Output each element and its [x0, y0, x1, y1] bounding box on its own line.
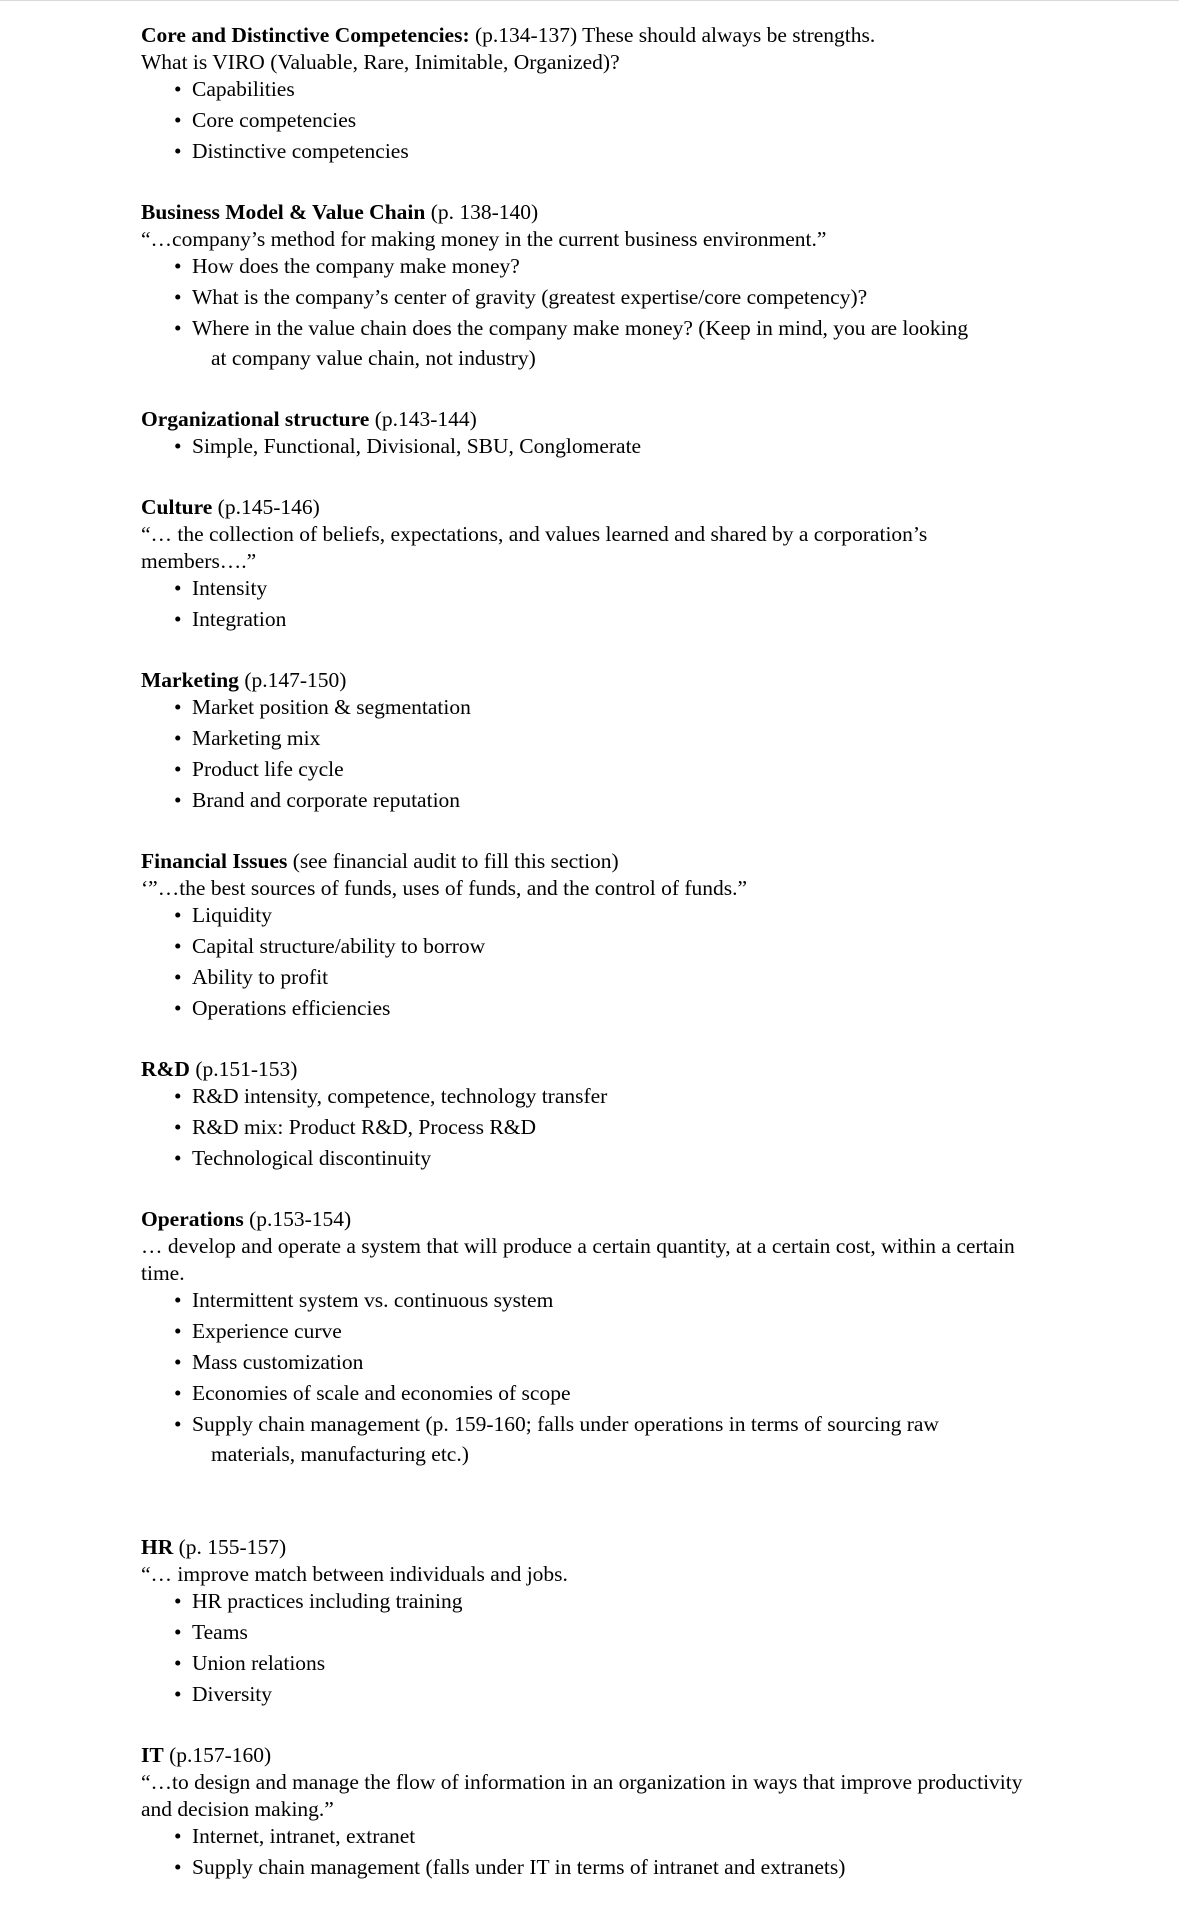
- bullet-icon: •: [174, 316, 182, 340]
- section-title: Business Model & Value Chain: [141, 200, 426, 224]
- list-item: • Simple, Functional, Divisional, SBU, Conglomerate: [174, 434, 642, 458]
- section-heading: [141, 22, 1041, 49]
- list-item: • Supply chain management (p. 159-160; falls under operations in terms of sourcing raw materials, manufacturing etc.): [174, 1412, 939, 1466]
- bullet-list: [141, 902, 1041, 1022]
- section-heading: [141, 199, 1041, 226]
- section-org-structure: [141, 406, 1041, 460]
- section-ref: (p.157-160): [163, 1743, 272, 1767]
- list-item: • Union relations: [174, 1651, 326, 1675]
- list-item: • Where in the value chain does the company make money? (Keep in mind, you are looking at company value chain, not industry): [174, 316, 969, 370]
- section-hr: [141, 1534, 1041, 1708]
- section-text: “…company’s method for making money in the current business environment.”: [141, 227, 827, 251]
- bullet-icon: •: [174, 1084, 182, 1108]
- list-item: • Capabilities: [174, 77, 295, 101]
- bullet-icon: •: [174, 1288, 182, 1312]
- bullet-icon: •: [174, 1115, 182, 1139]
- list-item: • Ability to profit: [174, 965, 329, 989]
- section-text: ‘”…the best sources of funds, uses of funds, and the control of funds.”: [141, 876, 748, 900]
- section-ref: (p. 155-157): [173, 1535, 287, 1559]
- bullet-icon: •: [174, 108, 182, 132]
- section-title: Core and Distinctive Competencies:: [141, 23, 470, 47]
- section-ref: (p.153-154): [243, 1207, 352, 1231]
- section-title: Organizational structure: [141, 407, 370, 431]
- bullet-icon: •: [174, 757, 182, 781]
- bullet-icon: •: [174, 434, 182, 458]
- section-ref: (p.145-146): [212, 495, 320, 519]
- list-item: • Mass customization: [174, 1350, 364, 1374]
- section-title: IT: [141, 1743, 164, 1767]
- bullet-icon: •: [174, 903, 182, 927]
- bullet-list: [141, 76, 1041, 165]
- section-heading: [141, 1056, 1041, 1083]
- list-item: • Economies of scale and economies of scope: [174, 1381, 571, 1405]
- section-text: “…to design and manage the flow of information in an organization in ways that improve productivity and decision making.”: [141, 1770, 1023, 1821]
- section-text: “… improve match between individuals and jobs.: [141, 1562, 568, 1586]
- list-item: • Intensity: [174, 576, 268, 600]
- bullet-icon: •: [174, 1412, 182, 1436]
- list-item: • Intermittent system vs. continuous system: [174, 1288, 554, 1312]
- section-it: [141, 1742, 1041, 1881]
- section-business-model: [141, 199, 1041, 372]
- bullet-icon: •: [174, 139, 182, 163]
- bullet-icon: •: [174, 1824, 182, 1848]
- section-title: Marketing: [141, 668, 239, 692]
- bullet-icon: •: [174, 1682, 182, 1706]
- bullet-icon: •: [174, 788, 182, 812]
- section-core-competencies: [141, 22, 1041, 165]
- section-title: HR: [141, 1535, 174, 1559]
- section-title: Culture: [141, 495, 213, 519]
- bullet-icon: •: [174, 965, 182, 989]
- bullet-list: [141, 433, 1041, 460]
- bullet-icon: •: [174, 1381, 182, 1405]
- bullet-icon: •: [174, 576, 182, 600]
- section-heading: [141, 494, 1041, 521]
- bullet-list: [141, 694, 1041, 814]
- bullet-list: [141, 1588, 1041, 1708]
- bullet-icon: •: [174, 1855, 182, 1879]
- section-heading: [141, 1534, 1041, 1561]
- section-title: R&D: [141, 1057, 190, 1081]
- list-item: • What is the company’s center of gravity (greatest expertise/core competency)?: [174, 285, 868, 309]
- section-heading: [141, 848, 1041, 875]
- bullet-list: [141, 1823, 1041, 1881]
- bullet-icon: •: [174, 934, 182, 958]
- section-financial-issues: [141, 848, 1041, 1022]
- list-item: • R&D mix: Product R&D, Process R&D: [174, 1115, 537, 1139]
- bullet-list: [141, 575, 1041, 633]
- bullet-icon: •: [174, 726, 182, 750]
- list-item: • Core competencies: [174, 108, 357, 132]
- section-text: … develop and operate a system that will produce a certain quantity, at a certain cost, within a certain time.: [141, 1234, 1015, 1285]
- section-heading: [141, 406, 1041, 433]
- section-text: What is VIRO (Valuable, Rare, Inimitable, Organized)?: [141, 50, 620, 74]
- bullet-icon: •: [174, 996, 182, 1020]
- bullet-list: [141, 1287, 1041, 1468]
- section-heading: [141, 1206, 1041, 1233]
- list-item: • Experience curve: [174, 1319, 342, 1343]
- list-item: • Technological discontinuity: [174, 1146, 432, 1170]
- list-item: • R&D intensity, competence, technology transfer: [174, 1084, 608, 1108]
- section-title: Financial Issues: [141, 849, 288, 873]
- section-ref: (p.143-144): [369, 407, 477, 431]
- list-item: • Distinctive competencies: [174, 139, 409, 163]
- list-item: • Internet, intranet, extranet: [174, 1824, 416, 1848]
- list-item: • Liquidity: [174, 903, 273, 927]
- section-culture: [141, 494, 1041, 633]
- section-ref: (p.147-150): [238, 668, 347, 692]
- section-ref: (p.151-153): [189, 1057, 298, 1081]
- bullet-icon: •: [174, 695, 182, 719]
- list-item: • Market position & segmentation: [174, 695, 471, 719]
- section-title: Operations: [141, 1207, 244, 1231]
- section-rnd: [141, 1056, 1041, 1172]
- list-item: • Capital structure/ability to borrow: [174, 934, 486, 958]
- list-item: • HR practices including training: [174, 1589, 463, 1613]
- bullet-icon: •: [174, 1589, 182, 1613]
- section-heading: [141, 1742, 1041, 1769]
- bullet-icon: •: [174, 254, 182, 278]
- list-item: • Diversity: [174, 1682, 273, 1706]
- bullet-icon: •: [174, 1319, 182, 1343]
- list-item: • How does the company make money?: [174, 254, 520, 278]
- bullet-icon: •: [174, 1146, 182, 1170]
- list-item: • Marketing mix: [174, 726, 321, 750]
- bullet-icon: •: [174, 1620, 182, 1644]
- list-item: • Operations efficiencies: [174, 996, 391, 1020]
- list-item: • Teams: [174, 1620, 248, 1644]
- document-page: [141, 22, 1041, 1881]
- section-ref: (p. 138-140): [425, 200, 539, 224]
- bullet-icon: •: [174, 607, 182, 631]
- top-divider: [0, 0, 1179, 1]
- bullet-icon: •: [174, 1350, 182, 1374]
- section-operations: [141, 1206, 1041, 1468]
- list-item: • Brand and corporate reputation: [174, 788, 461, 812]
- section-ref: (p.134-137) These should always be strengths.: [469, 23, 876, 47]
- section-ref: (see financial audit to fill this section): [287, 849, 619, 873]
- bullet-icon: •: [174, 285, 182, 309]
- list-item: • Integration: [174, 607, 287, 631]
- section-marketing: [141, 667, 1041, 814]
- bullet-icon: •: [174, 77, 182, 101]
- list-item: • Supply chain management (falls under IT in terms of intranet and extranets): [174, 1855, 846, 1879]
- section-text: “… the collection of beliefs, expectations, and values learned and shared by a corporation’s members….”: [141, 522, 928, 573]
- section-heading: [141, 667, 1041, 694]
- bullet-icon: •: [174, 1651, 182, 1675]
- bullet-list: [141, 253, 1041, 372]
- bullet-list: [141, 1083, 1041, 1172]
- list-item: • Product life cycle: [174, 757, 344, 781]
